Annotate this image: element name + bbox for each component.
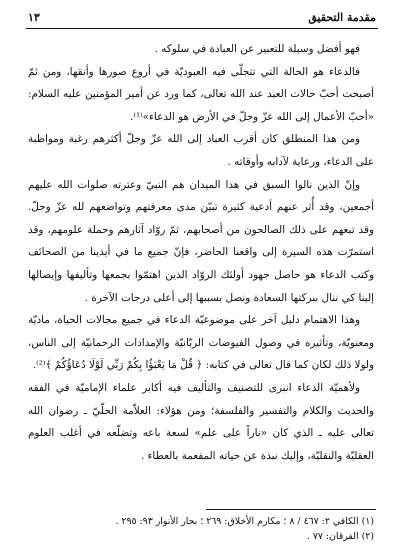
paragraph: فهو أفضل وسيلة للتعبير عن العبادة في سلوكه .	[154, 43, 360, 55]
footnote-divider	[206, 509, 376, 510]
footnotes	[28, 514, 374, 544]
header-divider	[26, 28, 378, 29]
paragraph: وإنّ الذين نالوا السبق في هذا الميدان هم النبيّ وعترته صلوات الله عليهم أجمعين، وقد أُثر عنهم أدعية كثيرة تبيّن مدى معرفتهم وتواضعهم لله عزّ وجلّ. وقد تبعهم على ذلك الصالحون من أصحابهم، ثمّ روّاد آثارهم وحملة علومهم، وقد استمرّت هذه السيرة إلى واقعنا الحاضر، فإنّ جميع ما في أيدينا من الصحائف وكتب الدعاء هو حاصل جهود أولئك الروّاد الذين اهتمّوا بجمعها وتأليفها وإيصالها إلينا كي ننال ببركتها السعادة ونصل بسببها إلى أعلى درجات الآخرة .	[28, 178, 374, 304]
footnote-item: (٢) الفرقان: ٧٧ .	[306, 531, 374, 542]
paragraph: فالدعاء هو الحالة التي تتجلّى فيه العبوديّة في أروع صورها وأنقها، ومن ثمّ أصبحت أحبّ حالات العبد عند الله تعالى، كما ورد عن أمير المؤمنين عليه السلام: «أحبّ الأعمال إلى الله عزّ وجلّ في الأرض هو الدعاء»⁽¹⁾.	[28, 65, 374, 123]
paragraph: وهذا الاهتمام دليل آخر على موضوعيّة الدعاء في جميع مجالات الحياة، ماديّة ومعنويّة، وتأثيره في وصول الفيوضات الربّانيّة والإمدادات الرحمانيّة إلى الناس، ولولا ذلك لكان كما قال تعالى في كتابه: ﴿ قُلْ مَا يَعْبَؤُا بِكُمْ رَبِّي لَوْلَا دُعَاؤُكُمْ ﴾⁽²⁾.	[28, 314, 374, 372]
footnote-item: (١) الكافي ٢: ٤٦٧ / ٨ ؛ مكارم الأخلاق: ٢٦٩ ؛ بحار الأنوار ٩٣: ٢٩٥ .	[115, 516, 374, 527]
paragraph: ومن هذا المنطلق كان أقرب العباد إلى الله عزّ وجلّ أكثرهم رغبة ومواظبة على الدعاء، ورعاية لآدابه وأوقاته .	[28, 133, 374, 168]
page-number: ١٣	[28, 10, 40, 24]
main-text	[28, 38, 374, 467]
paragraph: ولأهميّة الدعاء انبرى للتصنيف والتأليف فيه أكابر علماء الإماميّة في الفقه والحديث والكلام والتفسير والفلسفة؛ ومن هؤلاء: العلاّمة الحلّيّ ـ رضوان الله تعالى عليه ـ الذي كان «ناراً على علم» لسعة باعه وتضلّعه في أغلب العلوم العقليّة والنقليّة، وإليك نبذة عن حياته المفعمة بالعطاء .	[28, 381, 374, 462]
page-header	[28, 8, 376, 26]
running-title: مقدمة التحقيق	[308, 10, 376, 24]
